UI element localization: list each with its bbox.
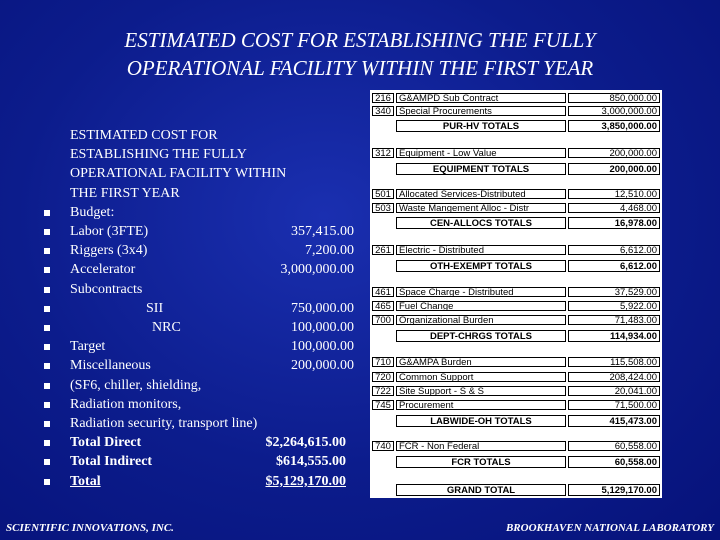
bullet-value: $614,555.00 [276,454,346,470]
bullet-value: $5,129,170.00 [265,473,346,489]
bullet-label: Total Indirect [70,454,153,470]
account-code: 720 [372,372,394,382]
bullet-label: Target [70,339,106,355]
account-description: Fuel Change [396,301,566,311]
table-row [372,440,660,451]
table-total-row [396,162,660,175]
bullet-value: $2,264,615.00 [265,435,346,451]
bullet-square-icon [44,210,50,216]
bullet-value: 200,000.00 [291,358,354,374]
account-description: Electric - Distributed [396,245,566,255]
bullet-label: Total [70,473,101,489]
list-heading-3: OPERATIONAL FACILITY WITHIN [70,166,287,182]
table-row [372,202,660,213]
bullet-misc-detail-2 [44,395,364,414]
account-code: 501 [372,189,394,199]
bullet-square-icon [44,440,50,446]
bullet-square-icon [44,325,50,331]
account-code: 461 [372,287,394,297]
list-heading-1: ESTIMATED COST FOR [70,128,218,143]
account-description: FCR - Non Federal [396,441,566,451]
account-description: Procurement [396,400,566,410]
account-code: 740 [372,441,394,451]
table-total-row [396,259,660,272]
cost-bullet-list [44,126,364,491]
total-label: DEPT-CHRGS TOTALS [396,330,566,342]
account-description: Organizational Burden [396,315,566,325]
bullet-labor [44,222,364,241]
bullet-square-icon [44,363,50,369]
account-amount: 6,612.00 [568,245,660,255]
total-amount: 3,850,000.00 [568,120,660,132]
account-description: G&AMPA Burden [396,357,566,367]
account-amount: 850,000.00 [568,93,660,103]
table-row [372,286,660,297]
bullet-nrc [44,318,364,337]
bullet-miscellaneous [44,356,364,375]
account-description: Special Procurements [396,106,566,116]
bullet-square-icon [44,402,50,408]
bullet-subcontracts [44,280,364,299]
table-row [372,188,660,199]
bullet-total-indirect [44,452,364,471]
total-amount: 60,558.00 [568,456,660,468]
bullet-value: 100,000.00 [291,320,354,336]
account-amount: 4,468.00 [568,203,660,213]
table-total-row [396,119,660,132]
account-amount: 71,483.00 [568,315,660,325]
account-amount: 115,508.00 [568,357,660,367]
bullet-value: 750,000.00 [291,300,354,316]
bullet-sii [44,299,364,318]
bullet-misc-detail-1 [44,376,364,395]
table-row [372,147,660,158]
total-label: LABWIDE-OH TOTALS [396,415,566,427]
account-code: 340 [372,106,394,116]
total-amount: 415,473.00 [568,415,660,427]
account-amount: 5,922.00 [568,301,660,311]
account-amount: 200,000.00 [568,148,660,158]
bullet-misc-detail-3 [44,414,364,433]
footer-company: SCIENTIFIC INNOVATIONS, INC. [6,522,174,534]
account-description: Waste Mangement Alloc - Distr [396,203,566,213]
table-total-row [396,455,660,468]
table-total-row [396,216,660,229]
bullet-square-icon [44,306,50,312]
bullet-label: Accelerator [70,262,136,278]
table-row [372,399,660,410]
bullet-label: Radiation monitors, [70,396,182,412]
title-line-1: ESTIMATED COST FOR ESTABLISHING THE FULLY [124,28,596,52]
account-amount: 12,510.00 [568,189,660,199]
table-total-row [396,329,660,342]
total-label: PUR-HV TOTALS [396,120,566,132]
bullet-label: Radiation security, transport line) [70,416,258,432]
table-total-row [396,414,660,427]
account-amount: 208,424.00 [568,372,660,382]
bullet-accelerator [44,260,364,279]
bullet-label: Subcontracts [70,281,143,297]
bullet-total-direct [44,433,364,452]
table-row [372,371,660,382]
bullet-label: Total Direct [70,435,142,451]
account-description: G&AMPD Sub Contract [396,93,566,103]
account-code: 700 [372,315,394,325]
table-row [372,244,660,255]
total-amount: 16,978.00 [568,217,660,229]
total-label: GRAND TOTAL [396,484,566,496]
bullet-square-icon [44,229,50,235]
bullet-square-icon [44,459,50,465]
bullet-label: NRC [152,320,181,336]
footer-lab: BROOKHAVEN NATIONAL LABORATORY [505,522,714,534]
account-description: Common Support [396,372,566,382]
bullet-square-icon [44,479,50,485]
account-code: 261 [372,245,394,255]
table-row [372,385,660,396]
bullet-square-icon [44,248,50,254]
total-label: CEN-ALLOCS TOTALS [396,217,566,229]
bullet-label: Miscellaneous [70,358,151,374]
account-description: Space Charge - Distributed [396,287,566,297]
account-code: 710 [372,357,394,367]
account-code: 216 [372,93,394,103]
total-label: OTH-EXEMPT TOTALS [396,260,566,272]
account-amount: 60,558.00 [568,441,660,451]
bullet-label: Labor (3FTE) [70,224,149,240]
bullet-value: 100,000.00 [291,339,354,355]
bullet-label: (SF6, chiller, shielding, [70,377,202,393]
table-total-row [396,483,660,496]
account-description: Allocated Services-Distributed [396,189,566,199]
bullet-total [44,472,364,491]
bullet-square-icon [44,344,50,350]
total-amount: 114,934.00 [568,330,660,342]
account-amount: 20,041.00 [568,386,660,396]
account-description: Site Support - S & S [396,386,566,396]
total-label: FCR TOTALS [396,456,566,468]
bullet-square-icon [44,287,50,293]
list-heading-4: THE FIRST YEAR [70,185,180,201]
bullet-label: Riggers (3x4) [70,243,148,259]
account-code: 745 [372,400,394,410]
bullet-value: 7,200.00 [305,243,354,259]
table-row [372,314,660,325]
table-row [372,356,660,367]
bullet-value: 357,415.00 [291,224,354,240]
total-amount: 200,000.00 [568,163,660,175]
bullet-value: 3,000,000.00 [280,262,354,278]
bullet-budget [44,203,364,222]
account-amount: 71,500.00 [568,400,660,410]
list-heading-2: ESTABLISHING THE FULLY [70,147,247,163]
bullet-square-icon [44,267,50,273]
slide-title [0,26,720,82]
bullet-square-icon [44,383,50,389]
account-code: 312 [372,148,394,158]
title-line-2: OPERATIONAL FACILITY WITHIN THE FIRST YEAR [126,56,594,80]
total-amount: 5,129,170.00 [568,484,660,496]
account-code: 465 [372,301,394,311]
account-description: Equipment - Low Value [396,148,566,158]
table-row [372,105,660,116]
account-code: 503 [372,203,394,213]
bullet-square-icon [44,421,50,427]
bullet-target [44,337,364,356]
account-code: 722 [372,386,394,396]
account-amount: 37,529.00 [568,287,660,297]
bullet-label: Budget: [70,204,115,220]
table-row [372,92,660,103]
bullet-riggers [44,241,364,260]
account-amount: 3,000,000.00 [568,106,660,116]
bullet-label: SII [146,300,164,316]
total-amount: 6,612.00 [568,260,660,272]
table-row [372,300,660,311]
cost-breakdown-table [370,90,662,498]
total-label: EQUIPMENT TOTALS [396,163,566,175]
